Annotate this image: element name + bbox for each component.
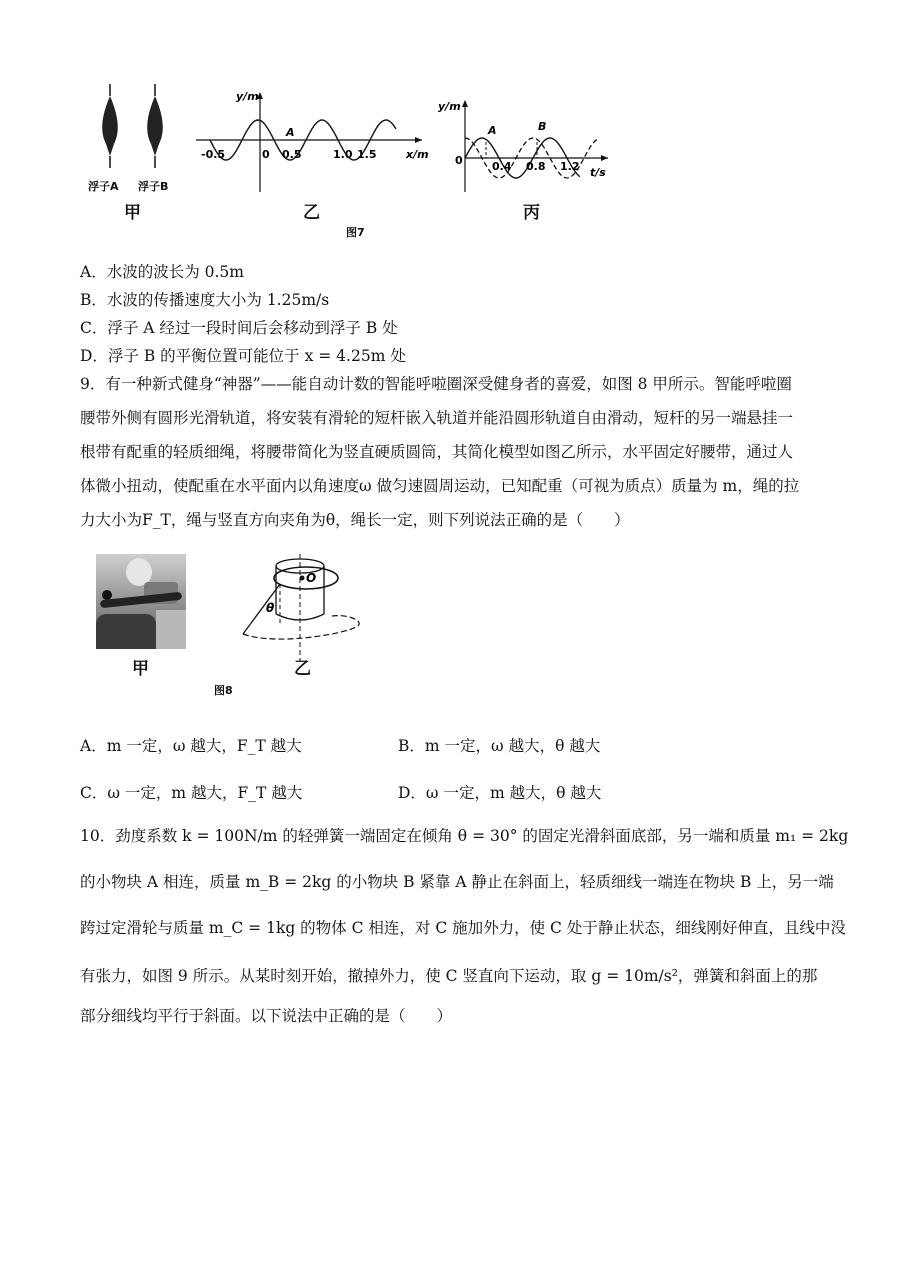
q9-line-4: 体微小扭动，使配重在水平面内以角速度ω 做匀速圆周运动，已知配重（可视为质点）质量为 m，绳的拉: [80, 477, 800, 495]
q9-option-c: C．ω 一定，m 越大，F_T 越大: [80, 784, 303, 802]
wave-graph-yi: [196, 86, 436, 198]
q9-line-3: 根带有配重的轻质细绳，将腰带简化为竖直硬质圆筒，其简化模型如图乙所示，水平固定好腰带，通过人: [80, 443, 794, 461]
wave-point-a-label: A: [286, 126, 295, 139]
q10-line-2: 的小物块 A 相连，质量 m_B = 2kg 的小物块 B 紧靠 A 静止在斜面上，轻质细线一端连在物块 B 上，另一端: [80, 873, 834, 891]
panel-bing-label: 丙: [523, 203, 540, 223]
figure-8: [96, 554, 376, 704]
vib-tick-0: 0: [455, 154, 463, 167]
float-illustration: [88, 82, 188, 192]
q8-option-b: B．水波的传播速度大小为 1.25m/s: [80, 291, 330, 309]
float-a-label: 浮子A: [88, 180, 119, 193]
figure-7-caption: 图7: [346, 226, 365, 239]
figure-7: [88, 82, 628, 242]
vib-point-b-label: B: [538, 120, 547, 133]
wave-y-axis-label: y/m: [236, 90, 259, 103]
wave-tick-neg05: -0.5: [201, 148, 226, 161]
wave-x-axis-label: x/m: [406, 148, 429, 161]
figure-8-caption: 图8: [214, 684, 233, 697]
fig8-panel-jia-label: 甲: [132, 659, 149, 679]
q9-option-a: A．m 一定，ω 越大，F_T 越大: [80, 737, 302, 755]
panel-yi-label: 乙: [303, 203, 320, 223]
panel-jia-label: 甲: [124, 203, 141, 223]
float-b: [147, 84, 163, 168]
q8-option-a: A．水波的波长为 0.5m: [80, 263, 244, 281]
fig8-panel-yi-label: 乙: [294, 659, 311, 679]
vibration-graph-bing: [430, 84, 610, 196]
vib-tick-12: 1.2: [560, 160, 580, 173]
q9-option-b: B．m 一定，ω 越大，θ 越大: [398, 737, 601, 755]
q8-option-c: C．浮子 A 经过一段时间后会移动到浮子 B 处: [80, 319, 398, 337]
q10-line-3: 跨过定滑轮与质量 m_C = 1kg 的物体 C 相连，对 C 施加外力，使 C 处于静止状态，细线刚好伸直，且线中没: [80, 919, 846, 937]
q9-line-5: 力大小为F_T，绳与竖直方向夹角为θ，绳长一定，则下列说法正确的是（ ）: [80, 511, 630, 529]
wave-tick-15: 1.5: [357, 148, 377, 161]
wave-tick-0: 0: [262, 148, 270, 161]
q9-line-2: 腰带外侧有圆形光滑轨道，将安装有滑轮的短杆嵌入轨道并能沿圆形轨道自由滑动，短杆的另一端悬挂一: [80, 409, 794, 427]
wave-tick-10: 1.0: [333, 148, 353, 161]
vib-tick-08: 0.8: [526, 160, 546, 173]
q10-line-4: 有张力，如图 9 所示。从某时刻开始，撤掉外力，使 C 竖直向下运动，取 g = 10m/s²，弹簧和斜面上的那: [80, 967, 818, 985]
q10-line-1: 10．劲度系数 k = 100N/m 的轻弹簧一端固定在倾角 θ = 30° 的固定光滑斜面底部，另一端和质量 m₁ = 2kg: [80, 827, 849, 845]
float-b-label: 浮子B: [138, 180, 169, 193]
angle-theta-label: θ: [266, 601, 275, 615]
vib-tick-04: 0.4: [492, 160, 512, 173]
q10-stem: [80, 826, 849, 1026]
vib-x-axis-label: t/s: [590, 166, 606, 179]
wave-tick-05: 0.5: [282, 148, 302, 161]
float-a: [102, 84, 118, 168]
hula-hoop-model: [236, 554, 366, 664]
q9-line-1: 9．有一种新式健身“神器”——能自动计数的智能呼啦圈深受健身者的喜爱，如图 8 甲所示。智能呼啦圈: [80, 375, 792, 393]
q9-stem: [80, 374, 825, 534]
hula-hoop-photo: [96, 554, 186, 649]
vib-y-axis-label: y/m: [438, 100, 461, 113]
vib-point-a-label: A: [488, 124, 497, 137]
q9-option-d: D．ω 一定，m 越大，θ 越大: [398, 784, 602, 802]
q10-line-5: 部分细线均平行于斜面。以下说法中正确的是（ ）: [80, 1007, 453, 1025]
q8-option-d: D．浮子 B 的平衡位置可能位于 x = 4.25m 处: [80, 347, 406, 365]
center-o-label: O: [306, 571, 317, 585]
